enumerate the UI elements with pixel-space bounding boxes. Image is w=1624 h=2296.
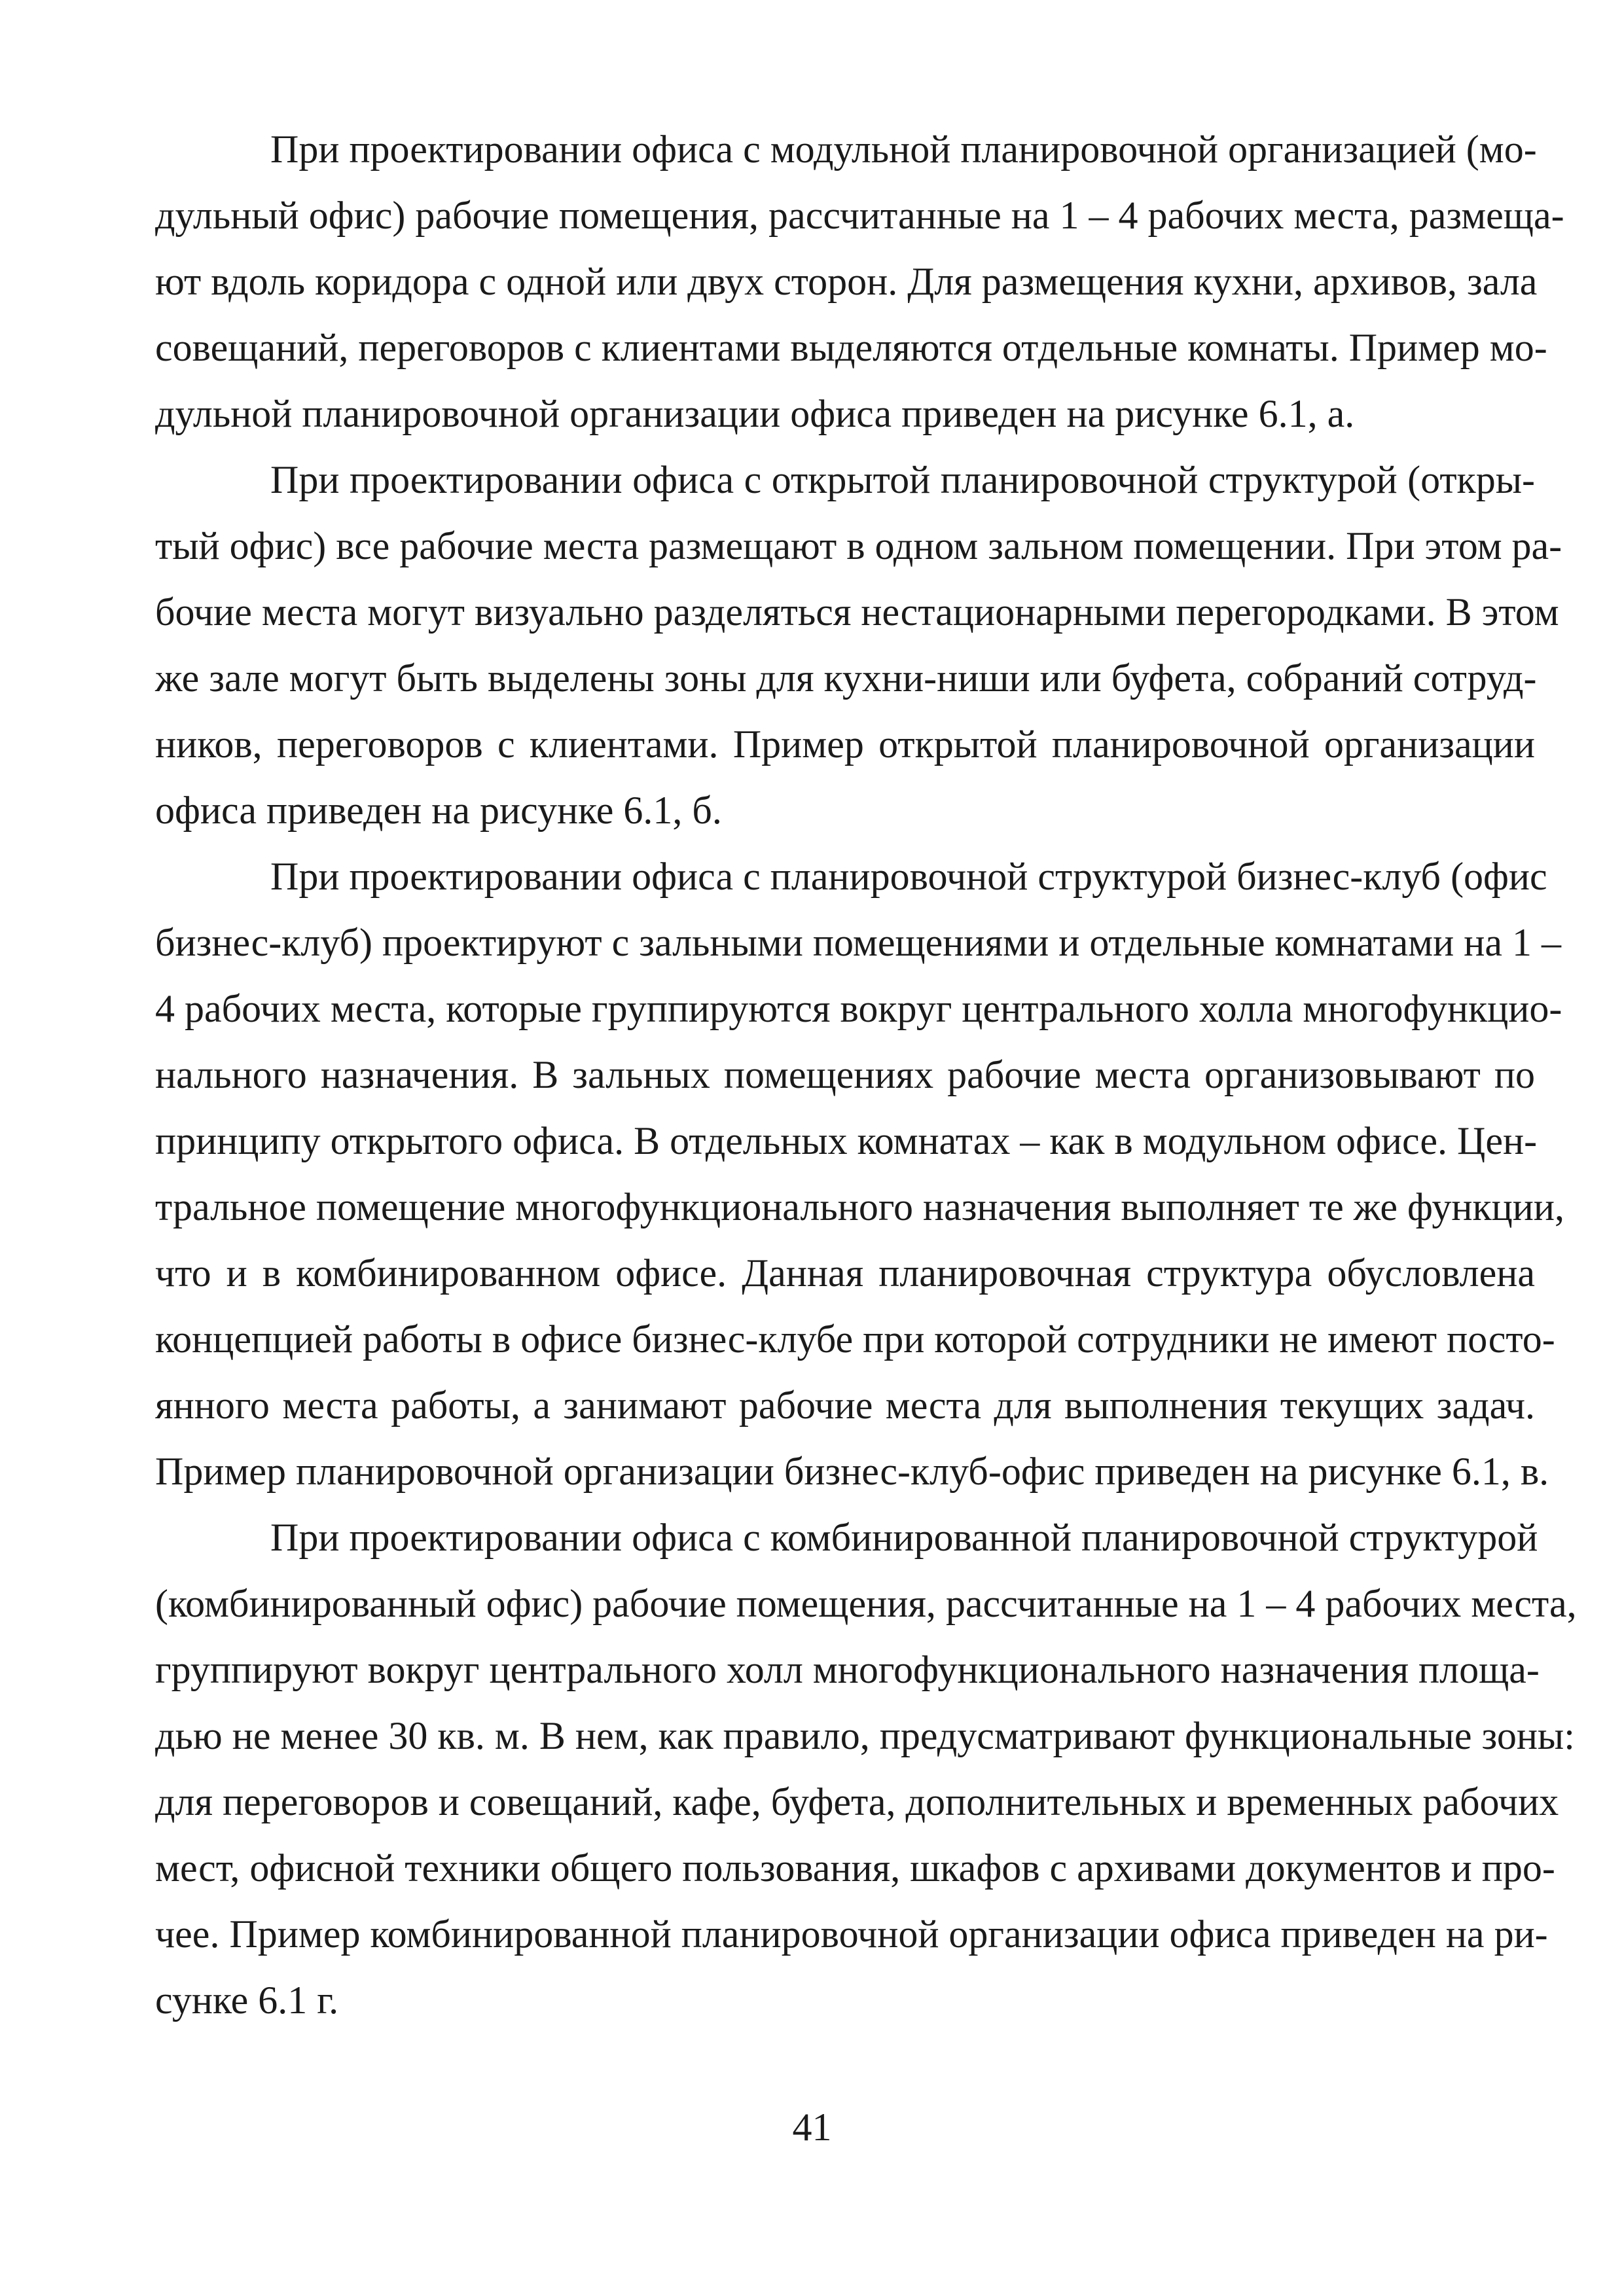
text-line: 4 рабочих места, которые группируются вокруг центрального холла многофункцио-: [155, 987, 1562, 1030]
paragraph-open-office: [155, 447, 1562, 844]
text-line: дульный офис) рабочие помещения, рассчитанные на 1 – 4 рабочих места, размеща-: [155, 194, 1564, 237]
text-line: При проектировании офиса с планировочной структурой бизнес-клуб (офис: [270, 855, 1547, 898]
text-line: нального назначения. В зальных помещениях рабочие места организовывают по: [155, 1053, 1535, 1096]
text-line: ников, переговоров с клиентами. Пример открытой планировочной организации: [155, 723, 1535, 766]
text-line: янного места работы, а занимают рабочие места для выполнения текущих задач.: [155, 1384, 1535, 1427]
paragraph-modular-office: [155, 117, 1564, 447]
text-line: При проектировании офиса с модульной планировочной организацией (мо-: [270, 128, 1537, 171]
paragraph-business-club-office: [155, 844, 1564, 1505]
text-line: бочие места могут визуально разделяться нестационарными перегородками. В этом: [155, 590, 1559, 634]
text-line: При проектировании офиса с комбинированной планировочной структурой: [270, 1516, 1538, 1559]
text-line: же зале могут быть выделены зоны для кухни-ниши или буфета, собраний сотруд-: [155, 656, 1537, 700]
body-text: [155, 117, 1577, 2034]
text-line: тральное помещение многофункционального назначения выполняет те же функции,: [155, 1185, 1564, 1229]
text-line: бизнес-клуб) проектируют с зальными помещениями и отдельные комнатами на 1 –: [155, 921, 1561, 964]
text-line: группируют вокруг центрального холл многофункционального назначения площа-: [155, 1648, 1540, 1691]
text-line: что и в комбинированном офисе. Данная планировочная структура обусловлена: [155, 1251, 1535, 1295]
text-line: тый офис) все рабочие места размещают в одном зальном помещении. При этом ра-: [155, 524, 1562, 567]
text-line: дью не менее 30 кв. м. В нем, как правило, предусматривают функциональные зоны:: [155, 1714, 1575, 1757]
text-line: офиса приведен на рисунке 6.1, б.: [155, 789, 722, 832]
text-line: концепцией работы в офисе бизнес-клубе при которой сотрудники не имеют посто-: [155, 1318, 1555, 1361]
text-line: сунке 6.1 г.: [155, 1979, 339, 2022]
text-line: совещаний, переговоров с клиентами выделяются отдельные комнаты. Пример мо-: [155, 326, 1547, 369]
text-line: мест, офисной техники общего пользования, шкафов с архивами документов и про-: [155, 1846, 1555, 1890]
text-line: Пример планировочной организации бизнес-клуб-офис приведен на рисунке 6.1, в.: [155, 1450, 1549, 1493]
paragraph-combined-office: [155, 1505, 1577, 2034]
page-number: 41: [792, 2106, 832, 2149]
text-line: дульной планировочной организации офиса приведен на рисунке 6.1, а.: [155, 392, 1355, 435]
text-line: для переговоров и совещаний, кафе, буфета, дополнительных и временных рабочих: [155, 1780, 1559, 1823]
text-line: (комбинированный офис) рабочие помещения, рассчитанные на 1 – 4 рабочих места,: [155, 1582, 1577, 1625]
text-line: принципу открытого офиса. В отдельных комнатах – как в модульном офисе. Цен-: [155, 1119, 1538, 1162]
text-line: ют вдоль коридора с одной или двух сторон. Для размещения кухни, архивов, зала: [155, 260, 1538, 303]
text-line: чее. Пример комбинированной планировочной организации офиса приведен на ри-: [155, 1912, 1548, 1956]
text-line: При проектировании офиса с открытой планировочной структурой (откры-: [270, 458, 1535, 501]
